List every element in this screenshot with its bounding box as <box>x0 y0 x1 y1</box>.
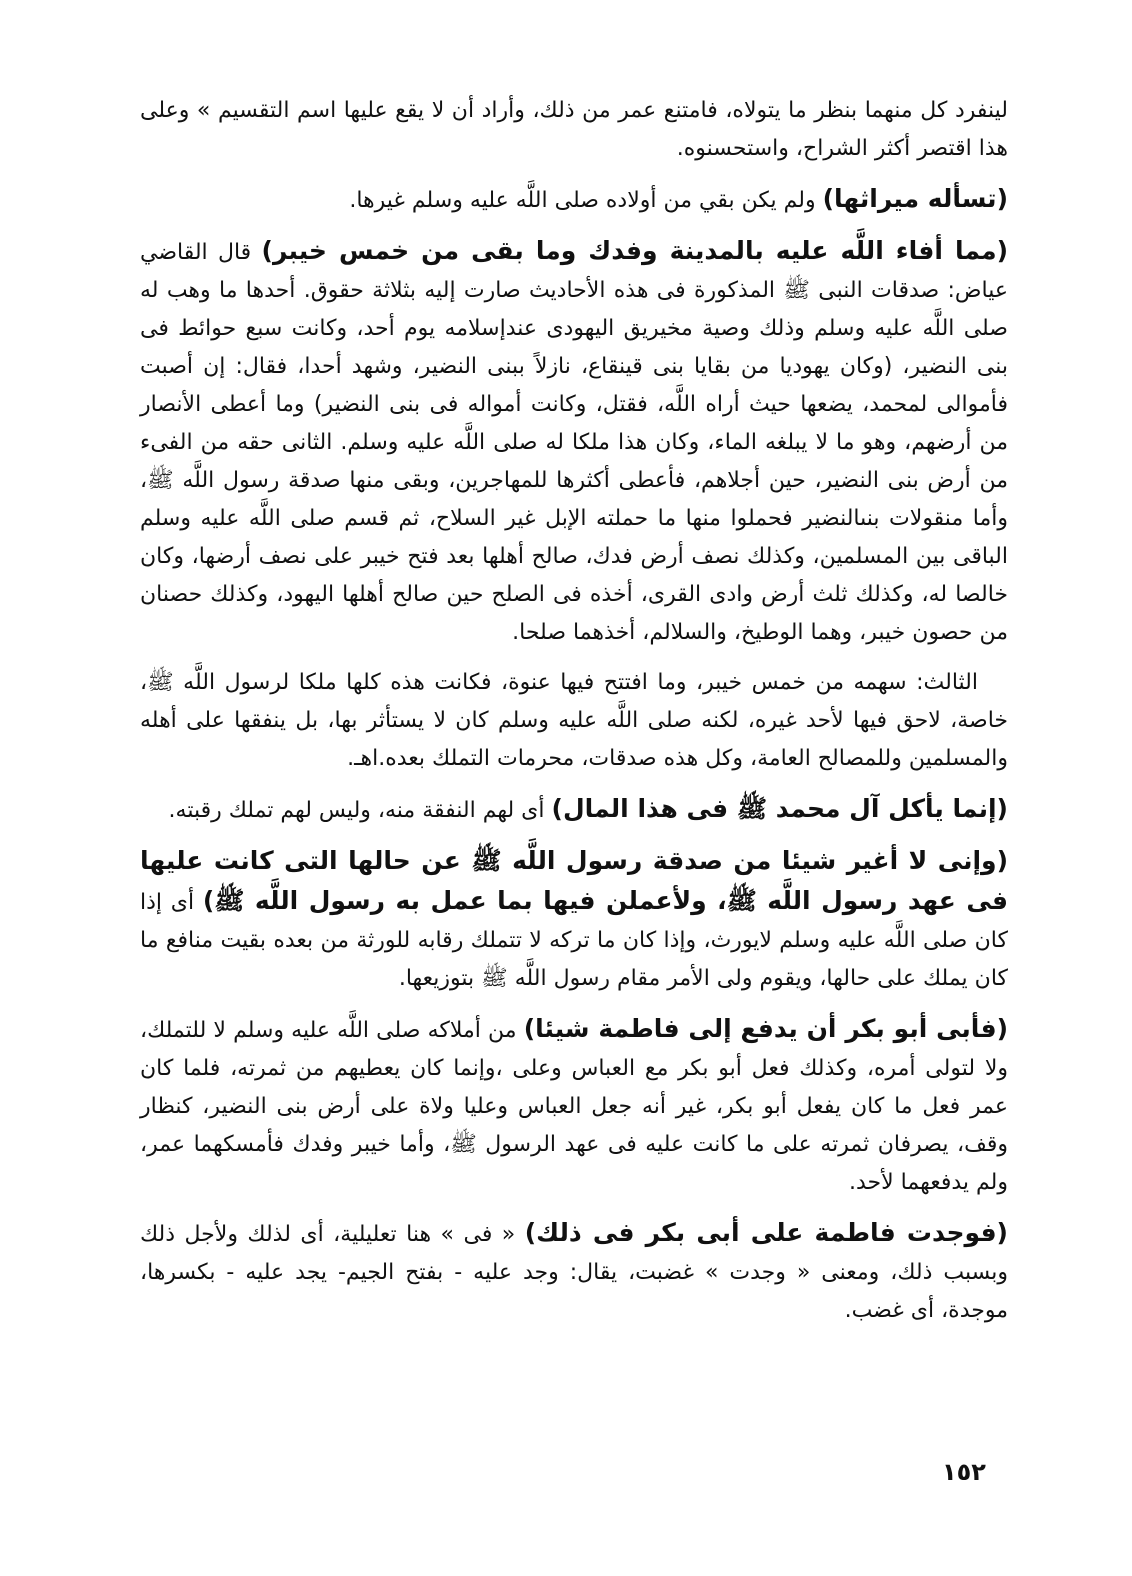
paragraph-3 <box>140 232 1008 652</box>
paragraph-4-text: الثالث: سهمه من خمس خيبر، وما افتتح فيها عنوة، فكانت هذه كلها ملكا لرسول اللَّه ﷺ، خاصة، لاحق فيها لأحد غيره، لكنه صلى اللَّه عليه وسلم كان لا يستأثر بها، بل ينفقها على أهله والمسلمين وللمصالح العامة، وكل هذه صدقات، محرمات التملك بعده.اهـ. <box>140 670 1008 771</box>
paragraph-1 <box>140 92 1008 168</box>
paragraph-3-heading: (مما أفاء اللَّه عليه بالمدينة وفدك وما بقى من خمس خيبر) <box>261 236 1009 265</box>
paragraph-2 <box>140 180 1008 220</box>
paragraph-6 <box>140 842 1008 998</box>
paragraph-5-text: أى لهم النفقة منه، وليس لهم تملك رقبته. <box>168 798 552 823</box>
page-text <box>140 92 1008 1330</box>
paragraph-6-text: أى إذا كان صلى اللَّه عليه وسلم لايورث، وإذا كان ما تركه لا تتملك رقابه للورثة من بعده بقيت منافع ما كان يملك على حالها، ويقوم ولى الأمر مقام رسول اللَّه ﷺ بتوزيعها. <box>140 890 1008 991</box>
paragraph-8 <box>140 1214 1008 1330</box>
paragraph-2-heading: (تسأله ميراثها) <box>822 184 1008 213</box>
paragraph-8-heading: (فوجدت فاطمة على أبى بكر فى ذلك) <box>524 1218 1008 1247</box>
paragraph-2-text: ولم يكن بقي من أولاده صلى اللَّه عليه وسلم غيرها. <box>349 188 823 213</box>
paragraph-1-text: لينفرد كل منهما بنظر ما يتولاه، فامتنع عمر من ذلك، وأراد أن لا يقع عليها اسم التقسيم » وعلى هذا اقتصر أكثر الشراح، واستحسنوه. <box>140 98 1008 161</box>
paragraph-5 <box>140 790 1008 830</box>
paragraph-8-text: « فى » هنا تعليلية، أى لذلك ولأجل ذلك وبسبب ذلك، ومعنى « وجدت » غضبت، يقال: وجد عليه - بفتح الجيم- يجد عليه - بكسرها، موجدة، أى غضب. <box>140 1222 1008 1323</box>
paragraph-6-heading: (وإنى لا أغير شيئا من صدقة رسول اللَّه ﷺ عن حالها التى كانت عليها فى عهد رسول اللَّه ﷺ، ولأعملن فيها بما عمل به رسول اللَّه ﷺ) <box>140 846 1008 915</box>
paragraph-7-text: من أملاكه صلى اللَّه عليه وسلم لا للتملك، ولا لتولى أمره، وكذلك فعل أبو بكر مع العباس وعلى ،وإنما كان يعطيهم من ثمرته، فلما كان عمر فعل ما كان يفعل أبو بكر، غير أنه جعل العباس وعليا ولاة على أرض بنى النضير، كنظار وقف، يصرفان ثمرته على ما كانت عليه فى عهد الرسول ﷺ، وأما خيبر وفدك فأمسكهما عمر، ولم يدفعهما لأحد. <box>140 1018 1008 1195</box>
page-number: ١٥٢ <box>942 1458 986 1486</box>
paragraph-5-heading: (إنما يأكل آل محمد ﷺ فى هذا المال) <box>551 794 1008 823</box>
paragraph-4 <box>140 664 1008 778</box>
paragraph-3-text: قال القاضي عياض: صدقات النبى ﷺ المذكورة فى هذه الأحاديث صارت إليه بثلاثة حقوق. أحدها ما وهب له صلى اللَّه عليه وسلم وذلك وصية مخيريق اليهودى عندإسلامه يوم أحد، وكانت سبع حوائط فى بنى النضير، (وكان يهوديا من بقايا بنى قينقاع، نازلاً ببنى النضير، وشهد أحدا، فقال: إن أصبت فأموالى لمحمد، يضعها حيث أراه اللَّه، فقتل، وكانت أمواله فى بنى النضير) وما أعطى الأنصار من أرضهم، وهو ما لا يبلغه الماء، وكان هذا ملكا له صلى اللَّه عليه وسلم. الثانى حقه من الفىء من أرض بنى النضير، حين أجلاهم، فأعطى أكثرها للمهاجرين، وبقى منها صدقة رسول اللَّه ﷺ، وأما منقولات بنىالنضير فحملوا منها ما حملته الإبل غير السلاح، ثم قسم صلى اللَّه عليه وسلم الباقى بين المسلمين، وكذلك نصف أرض فدك، صالح أهلها بعد فتح خيبر على نصف أرضها، وكان خالصا له، وكذلك ثلث أرض وادى القرى، أخذه فى الصلح حين صالح أهلها اليهود، وكذلك حصنان من حصون خيبر، وهما الوطيخ، والسلالم، أخذهما صلحا. <box>140 240 1008 645</box>
paragraph-7 <box>140 1010 1008 1202</box>
paragraph-7-heading: (فأبى أبو بكر أن يدفع إلى فاطمة شيئا) <box>523 1014 1008 1043</box>
